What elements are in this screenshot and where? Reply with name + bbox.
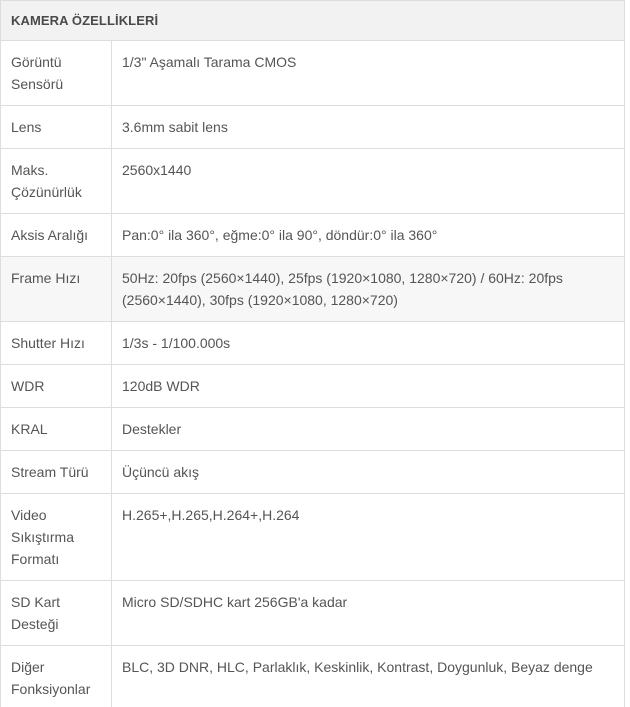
row-value: 120dB WDR bbox=[112, 365, 625, 408]
table-row bbox=[1, 322, 625, 365]
row-label: Video Sıkıştırma Formatı bbox=[1, 494, 112, 581]
row-value: H.265+,H.265,H.264+,H.264 bbox=[112, 494, 625, 581]
row-label: Aksis Aralığı bbox=[1, 214, 112, 257]
row-value: 1/3s - 1/100.000s bbox=[112, 322, 625, 365]
table-row bbox=[1, 106, 625, 149]
row-value: 3.6mm sabit lens bbox=[112, 106, 625, 149]
table-row bbox=[1, 451, 625, 494]
table-row bbox=[1, 149, 625, 214]
row-value: 1/3" Aşamalı Tarama CMOS bbox=[112, 41, 625, 106]
table-row bbox=[1, 365, 625, 408]
table-row bbox=[1, 646, 625, 707]
row-label: Stream Türü bbox=[1, 451, 112, 494]
row-label: Shutter Hızı bbox=[1, 322, 112, 365]
row-value: 2560x1440 bbox=[112, 149, 625, 214]
row-label: WDR bbox=[1, 365, 112, 408]
table-row bbox=[1, 257, 625, 322]
row-value: Destekler bbox=[112, 408, 625, 451]
table-row bbox=[1, 408, 625, 451]
row-label: Görüntü Sensörü bbox=[1, 41, 112, 106]
table-row bbox=[1, 581, 625, 646]
row-value: Micro SD/SDHC kart 256GB'a kadar bbox=[112, 581, 625, 646]
row-label: Frame Hızı bbox=[1, 257, 112, 322]
row-value: Pan:0° ila 360°, eğme:0° ila 90°, döndür:0° ila 360° bbox=[112, 214, 625, 257]
row-label: Maks. Çözünürlük bbox=[1, 149, 112, 214]
row-label: SD Kart Desteği bbox=[1, 581, 112, 646]
row-label: Diğer Fonksiyonlar bbox=[1, 646, 112, 707]
row-value: 50Hz: 20fps (2560×1440), 25fps (1920×1080, 1280×720) / 60Hz: 20fps (2560×1440), 30fps (1920×1080, 1280×720) bbox=[112, 257, 625, 322]
row-value: BLC, 3D DNR, HLC, Parlaklık, Keskinlik, Kontrast, Doygunluk, Beyaz denge bbox=[112, 646, 625, 707]
row-label: Lens bbox=[1, 106, 112, 149]
row-label: KRAL bbox=[1, 408, 112, 451]
row-value: Üçüncü akış bbox=[112, 451, 625, 494]
table-row bbox=[1, 214, 625, 257]
table-row bbox=[1, 41, 625, 106]
table-title: KAMERA ÖZELLİKLERİ bbox=[1, 1, 625, 41]
table-row bbox=[1, 494, 625, 581]
